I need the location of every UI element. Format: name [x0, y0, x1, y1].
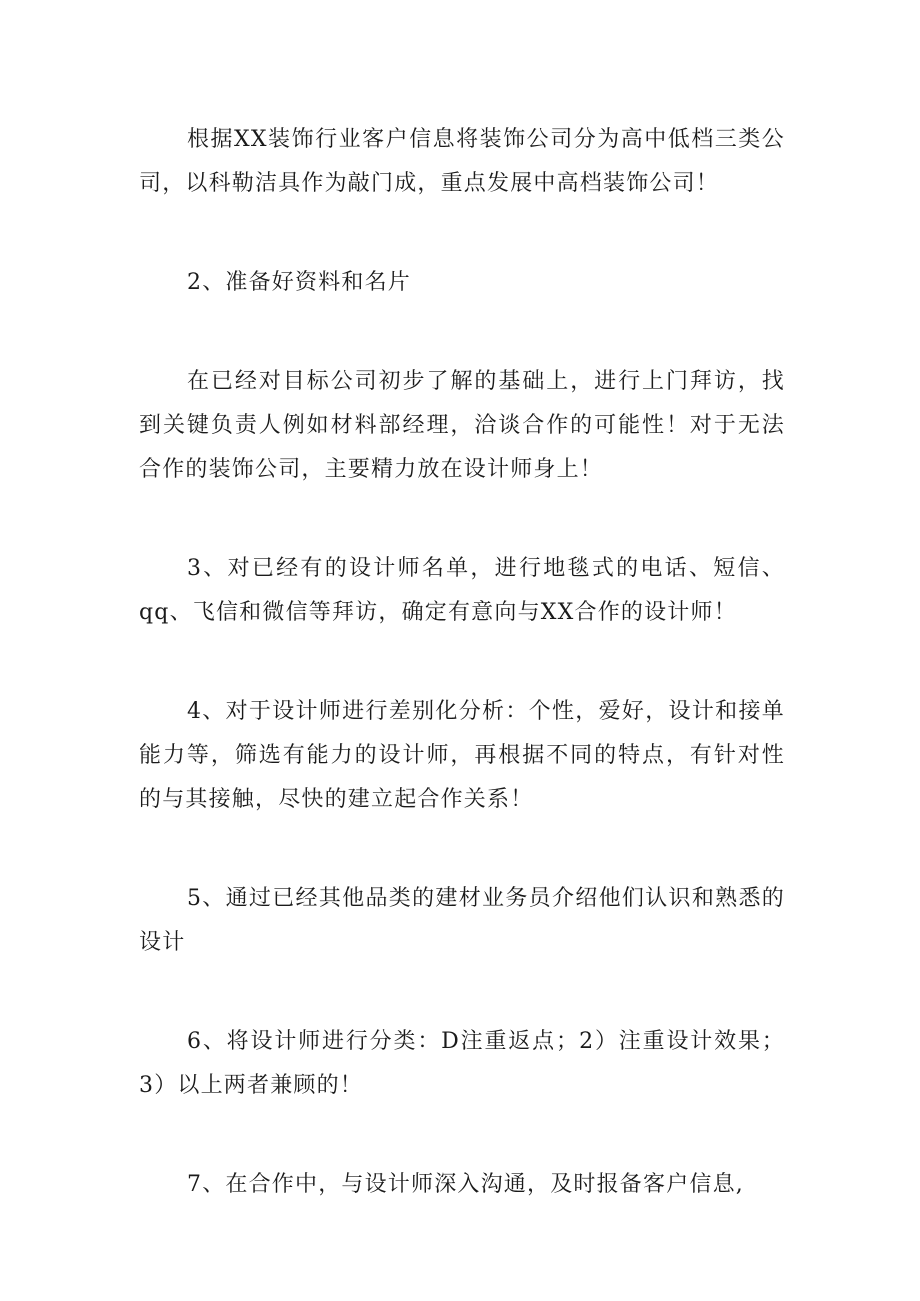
- paragraph-step-3: 3、对已经有的设计师名单，进行地毯式的电话、短信、qq、飞信和微信等拜访，确定有意向与XX合作的设计师！: [139, 556, 785, 625]
- paragraph-company-classification: 根据XX装饰行业客户信息将装饰公司分为高中低档三类公司，以科勒洁具作为敲门成，重点发展中高档装饰公司！: [139, 127, 785, 196]
- paragraph-gap: [139, 635, 785, 690]
- paragraph-gap: [139, 305, 785, 360]
- paragraph-gap: [139, 965, 785, 1020]
- paragraph-step-6: 6、将设计师进行分类：D注重返点；2）注重设计效果；3）以上两者兼顾的！: [139, 1029, 785, 1098]
- paragraph-gap: [139, 822, 785, 877]
- paragraph-gap: [139, 206, 785, 261]
- document-body: [139, 118, 785, 1207]
- paragraph-gap: [139, 492, 785, 547]
- paragraph-step-4: 4、对于设计师进行差别化分析：个性，爱好，设计和接单能力等，筛选有能力的设计师，再根据不同的特点，有针对性的与其接触，尽快的建立起合作关系！: [139, 699, 785, 812]
- paragraph-step-2: 2、准备好资料和名片: [187, 270, 411, 295]
- paragraph-step-7: 7、在合作中，与设计师深入沟通，及时报备客户信息,: [187, 1172, 744, 1197]
- paragraph-visit-companies: 在已经对目标公司初步了解的基础上，进行上门拜访，找到关键负责人例如材料部经理，洽谈合作的可能性！对于无法合作的装饰公司，主要精力放在设计师身上！: [139, 369, 785, 482]
- paragraph-step-5: 5、通过已经其他品类的建材业务员介绍他们认识和熟悉的设计: [139, 886, 785, 955]
- paragraph-gap: [139, 1108, 785, 1163]
